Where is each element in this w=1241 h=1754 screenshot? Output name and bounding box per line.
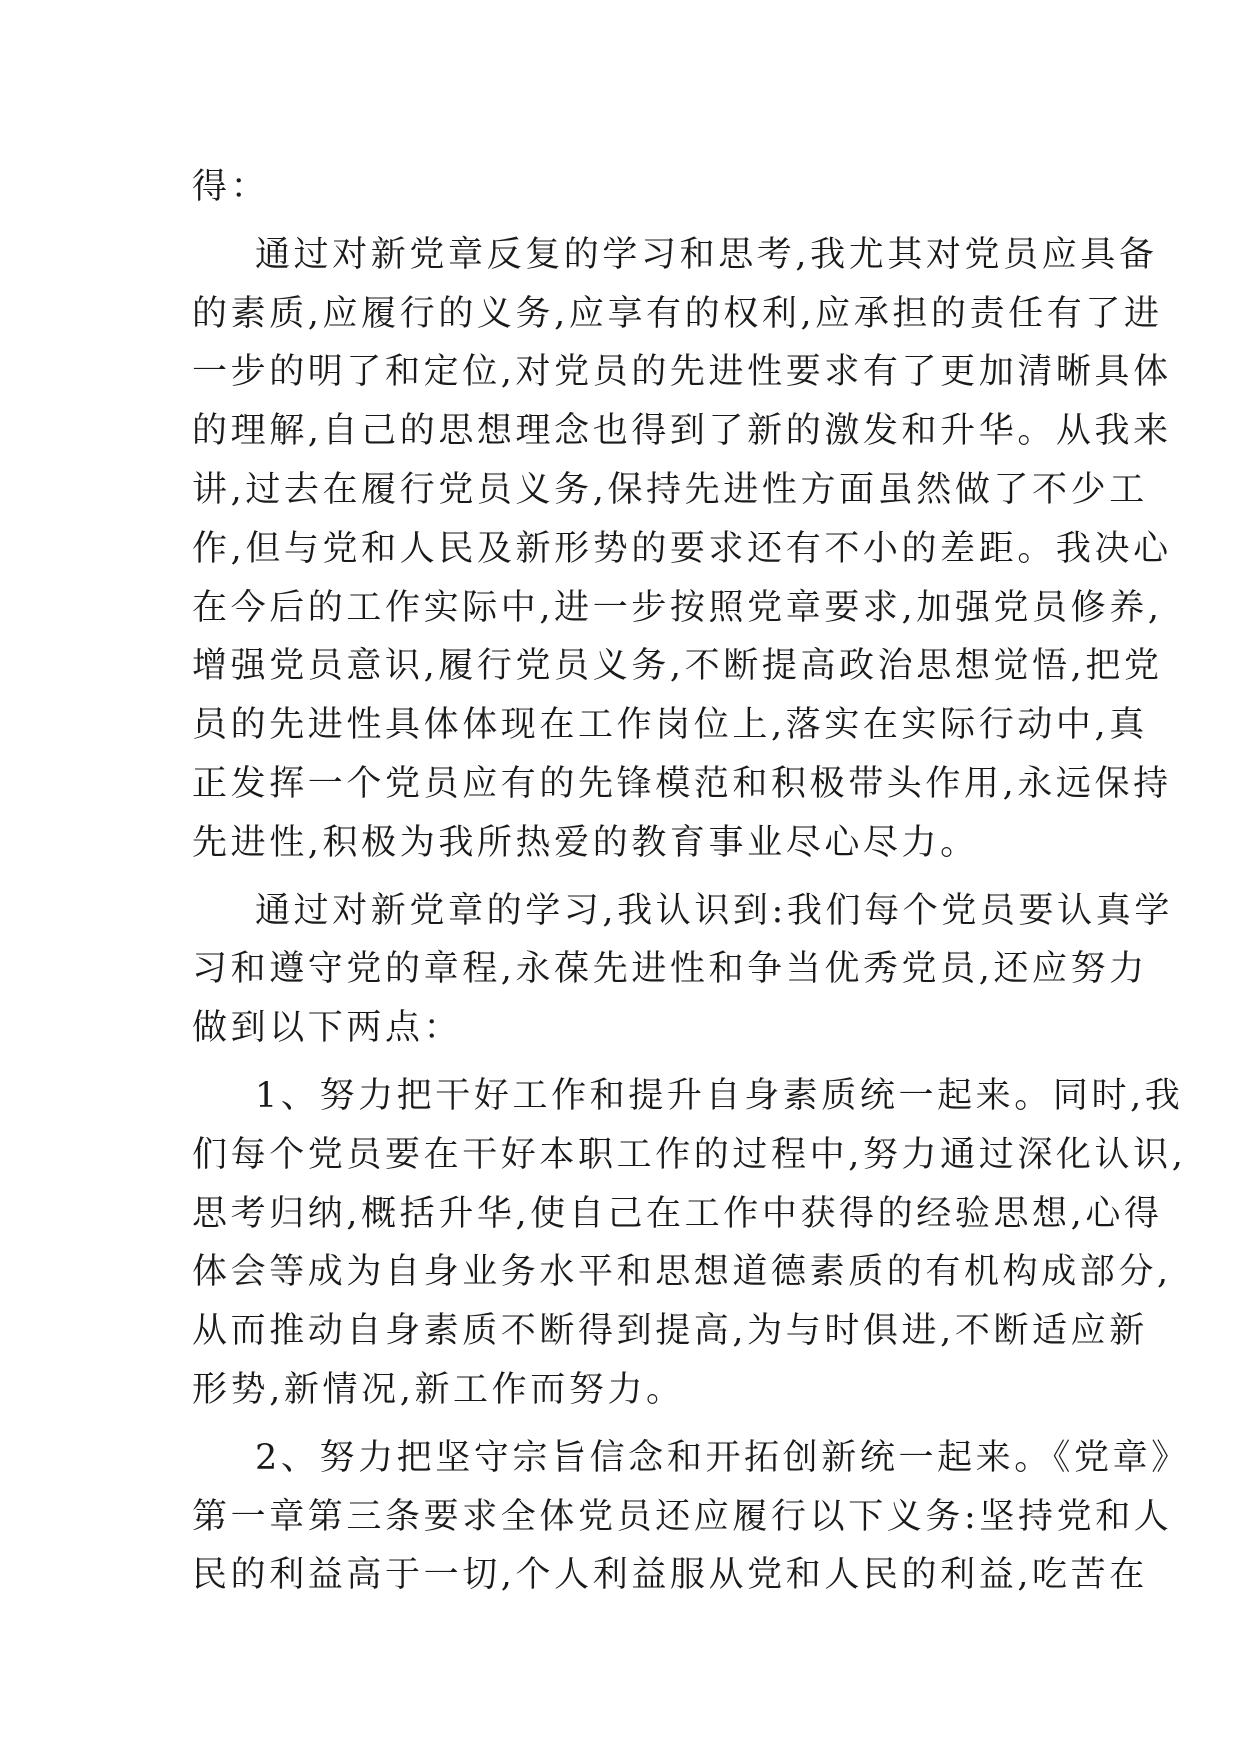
- text-line: 正发挥一个党员应有的先锋模范和积极带头作用,永远保持: [192, 763, 1172, 804]
- text-line: 通过对新党章的学习,我认识到:我们每个党员要认真学: [255, 890, 1173, 931]
- text-line: 体会等成为自身业务水平和思想道德素质的有机构成部分,: [192, 1252, 1172, 1293]
- paragraph: [192, 226, 1172, 873]
- text-line: 民的利益高于一切,个人利益服从党和人民的利益,吃苦在: [192, 1555, 1148, 1596]
- text-line: 在今后的工作实际中,进一步按照党章要求,加强党员修养,: [192, 587, 1163, 628]
- text-line: 从而推动自身素质不断得到提高,为与时俱进,不断适应新: [192, 1311, 1148, 1352]
- text-line: 做到以下两点：: [192, 1008, 463, 1049]
- text-line: 的素质,应履行的义务,应享有的权利,应承担的责任有了进: [192, 293, 1163, 334]
- text-line: 得：: [192, 167, 270, 207]
- text-line: 作,但与党和人民及新形势的要求还有不小的差距。我决心: [192, 528, 1172, 569]
- paragraph: [192, 1067, 1187, 1420]
- text-line: 先进性,积极为我所热爱的教育事业尽心尽力。: [192, 822, 979, 863]
- paragraph-gap: [192, 873, 1072, 882]
- text-line: 第一章第三条要求全体党员还应履行以下义务:坚持党和人: [192, 1496, 1173, 1537]
- paragraph-gap: [192, 217, 1072, 226]
- paragraph-gap: [192, 1058, 1072, 1067]
- text-line: 一步的明了和定位,对党员的先进性要求有了更加清晰具体: [192, 352, 1172, 393]
- text-line: 习和遵守党的章程,永葆先进性和争当优秀党员,还应努力: [192, 949, 1148, 990]
- text-line: 讲,过去在履行党员义务,保持先进性方面虽然做了不少工: [192, 469, 1148, 510]
- text-line: 1、努力把干好工作和提升自身素质统一起来。同时,我: [255, 1075, 1184, 1116]
- text-line: 2、努力把坚守宗旨信念和开拓创新统一起来。《党章》: [255, 1437, 1190, 1478]
- paragraph: [192, 1429, 1190, 1605]
- paragraph: [192, 882, 1173, 1058]
- text-line: 通过对新党章反复的学习和思考,我尤其对党员应具备: [255, 234, 1158, 275]
- paragraph: [192, 158, 1072, 217]
- text-line: 增强党员意识,履行党员义务,不断提高政治思想觉悟,把党: [192, 646, 1163, 687]
- text-line: 的理解,自己的思想理念也得到了新的激发和升华。从我来: [192, 411, 1172, 452]
- text-line: 思考归纳,概括升华,使自己在工作中获得的经验思想,心得: [192, 1193, 1163, 1234]
- document-body: [192, 158, 1190, 1605]
- text-line: 员的先进性具体体现在工作岗位上,落实在实际行动中,真: [192, 705, 1148, 746]
- text-line: 们每个党员要在干好本职工作的过程中,努力通过深化认识,: [192, 1134, 1187, 1175]
- paragraph-gap: [192, 1420, 1072, 1429]
- text-line: 形势,新情况,新工作而努力。: [192, 1369, 685, 1410]
